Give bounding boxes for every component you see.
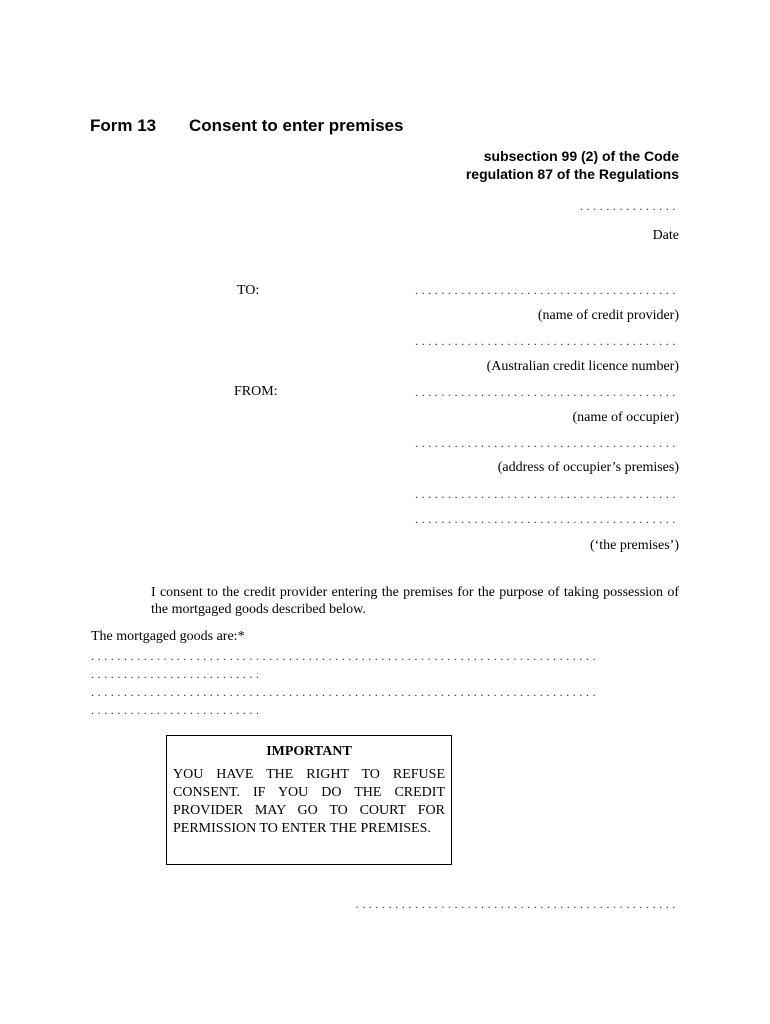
- date-field[interactable]: ...............: [580, 199, 679, 213]
- reference-code: subsection 99 (2) of the Code: [483, 148, 679, 164]
- mortgaged-goods-line-1[interactable]: .............................................................................: [91, 649, 600, 663]
- occupier-address-field-2[interactable]: ........................................: [415, 487, 679, 501]
- mortgaged-goods-line-2[interactable]: ..........................: [91, 667, 263, 681]
- mortgaged-goods-line-4[interactable]: ..........................: [91, 703, 263, 717]
- occupier-name-field[interactable]: ........................................: [415, 385, 679, 399]
- credit-licence-label: (Australian credit licence number): [486, 359, 679, 374]
- consent-paragraph: I consent to the credit provider entering the premises for the purpose of taking possession of the mortgaged goods described below.: [151, 585, 679, 617]
- reference-regulations: regulation 87 of the Regulations: [465, 166, 679, 182]
- important-heading: IMPORTANT: [266, 744, 352, 759]
- credit-licence-field[interactable]: ........................................: [415, 334, 679, 348]
- premises-label: (‘the premises’): [589, 538, 679, 553]
- date-label: Date: [652, 228, 679, 243]
- credit-provider-name-label: (name of credit provider): [537, 308, 679, 323]
- signature-field[interactable]: .................................................: [355, 897, 679, 911]
- important-body: YOU HAVE THE RIGHT TO REFUSE CONSENT. IF YOU DO THE CREDIT PROVIDER MAY GO TO COURT FOR PERMISSION TO ENTER THE PREMISES.: [173, 767, 445, 836]
- to-label: TO:: [237, 283, 260, 298]
- occupier-address-field[interactable]: ........................................: [415, 436, 679, 450]
- occupier-address-field-3[interactable]: ........................................: [415, 512, 679, 526]
- from-label: FROM:: [234, 384, 278, 399]
- mortgaged-goods-label: The mortgaged goods are:*: [91, 629, 245, 644]
- occupier-address-label: (address of occupier’s premises): [497, 460, 679, 475]
- important-notice-box: [166, 735, 452, 865]
- page-title: Consent to enter premises: [189, 116, 404, 135]
- mortgaged-goods-line-3[interactable]: .............................................................................: [91, 685, 600, 699]
- form-number: Form 13: [90, 116, 157, 135]
- occupier-name-label: (name of occupier): [572, 410, 679, 425]
- credit-provider-name-field[interactable]: ........................................: [415, 283, 679, 297]
